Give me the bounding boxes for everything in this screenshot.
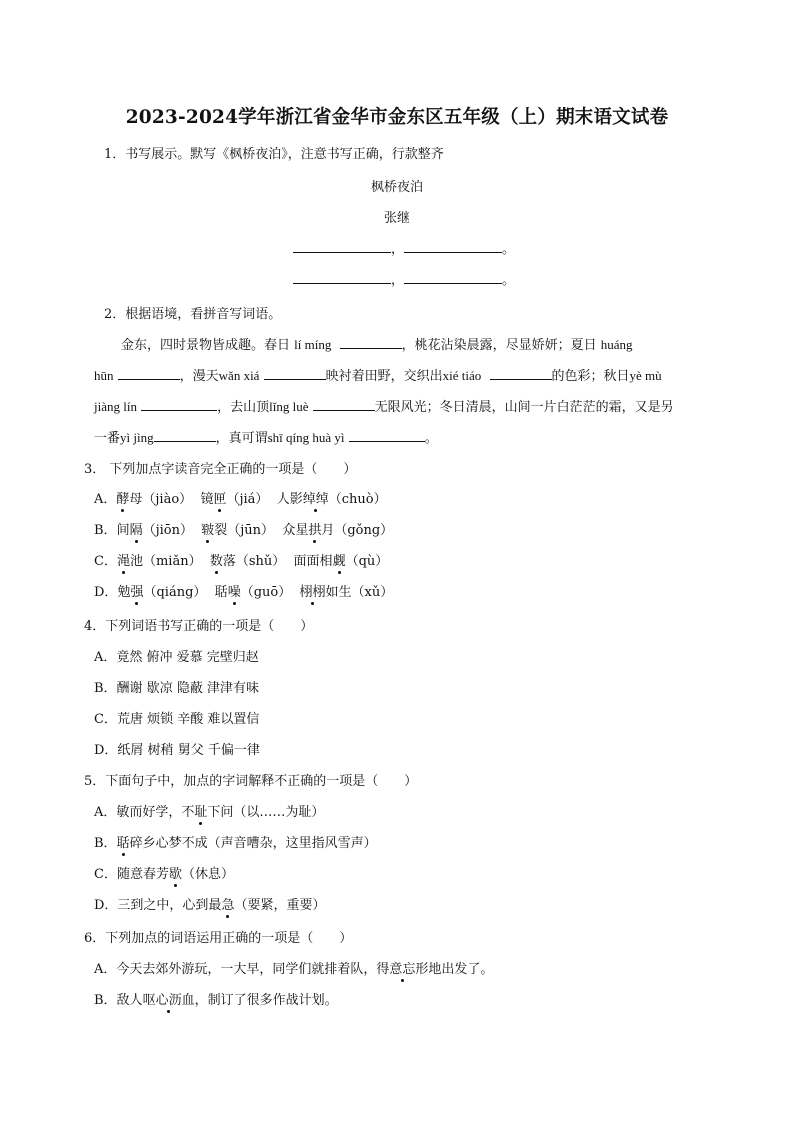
q4-option-d[interactable]: D．纸屑 树稍 舅父 千偏一律 bbox=[94, 743, 260, 758]
q3-option-b[interactable]: B．间隔（jiōn） 皲裂（jūn） 众星拱月（gǒng） bbox=[94, 523, 394, 538]
answer-blank[interactable] bbox=[264, 367, 326, 380]
answer-blank[interactable] bbox=[293, 240, 391, 253]
q6-stem: 6．下列加点的词语运用正确的一项是（ ） bbox=[84, 931, 353, 946]
poem-title: 枫桥夜泊 bbox=[370, 180, 423, 195]
q5-stem: 5．下面句子中，加点的字词解释不正确的一项是（ ） bbox=[84, 774, 418, 789]
answer-blank[interactable] bbox=[154, 429, 216, 442]
poem-line-1: ， 。 bbox=[293, 238, 515, 257]
q5-option-a[interactable]: A．敏而好学，不耻下问（以……为耻） bbox=[94, 805, 325, 820]
q3-stem: 3． 下列加点字读音完全正确的一项是（ ） bbox=[84, 462, 357, 477]
q6-option-a[interactable]: A．今天去郊外游玩，一大早，同学们就排着队，得意忘形地出发了。 bbox=[94, 962, 494, 977]
poem-author: 张继 bbox=[383, 211, 410, 226]
answer-blank[interactable] bbox=[404, 240, 502, 253]
exam-title: 2023-2024学年浙江省金华市金东区五年级（上）期末语文试卷 bbox=[125, 107, 669, 128]
q5-option-b[interactable]: B．聒碎乡心梦不成（声音嘈杂，这里指风雪声） bbox=[94, 836, 377, 851]
q2-passage-line-4: 一番yì jìng ，真可谓shī qíng huà yì 。 bbox=[94, 430, 438, 446]
answer-blank[interactable] bbox=[340, 336, 402, 349]
q2-stem: 2．根据语境，看拼音写词语。 bbox=[104, 307, 282, 322]
q2-passage-line-3: jiàng lín ，去山顶lǐng luè 无限风光；冬日清晨，山间一片白茫茫的霜，又是另 bbox=[94, 399, 674, 415]
answer-blank[interactable] bbox=[349, 429, 425, 442]
answer-blank[interactable] bbox=[313, 398, 375, 411]
q6-option-b[interactable]: B．敌人呕心沥血，制订了很多作战计划。 bbox=[94, 993, 338, 1008]
answer-blank[interactable] bbox=[141, 398, 217, 411]
q3-option-c[interactable]: C．渑池（miǎn） 数落（shǔ） 面面相觑（qù） bbox=[94, 554, 389, 569]
q2-passage-line-1: 金东，四时景物皆成趣。春日 lí míng ，桃花沾染晨露，尽显娇妍；夏日 huáng bbox=[121, 337, 633, 353]
q5-option-c[interactable]: C．随意春芳歇（休息） bbox=[94, 867, 234, 882]
answer-blank[interactable] bbox=[118, 367, 180, 380]
q1-stem: 1．书写展示。默写《枫桥夜泊》，注意书写正确，行款整齐 bbox=[104, 147, 444, 162]
answer-blank[interactable] bbox=[490, 367, 552, 380]
q4-option-b[interactable]: B．酬谢 歇凉 隐蔽 津津有味 bbox=[94, 681, 259, 696]
q5-option-d[interactable]: D．三到之中，心到最急（要紧，重要） bbox=[94, 898, 326, 913]
poem-line-2: ， 。 bbox=[293, 269, 515, 288]
q4-stem: 4．下列词语书写正确的一项是（ ） bbox=[84, 619, 314, 634]
q3-option-d[interactable]: D．勉强（qiáng） 聒噪（guō） 栩栩如生（xǔ） bbox=[94, 585, 394, 600]
q4-option-c[interactable]: C．荒唐 烦锁 辛酸 难以置信 bbox=[94, 712, 260, 727]
q3-option-a[interactable]: A．酵母（jiào） 镜匣（jiá） 人影绰绰（chuò） bbox=[94, 492, 387, 507]
q2-passage-line-2: hūn ，漫天wǎn xiá 映衬着田野，交织出xié tiáo 的色彩；秋日yè mù bbox=[94, 368, 662, 384]
answer-blank[interactable] bbox=[293, 271, 391, 284]
q4-option-a[interactable]: A．竟然 俯冲 爱慕 完壁归赵 bbox=[94, 650, 259, 665]
answer-blank[interactable] bbox=[404, 271, 502, 284]
